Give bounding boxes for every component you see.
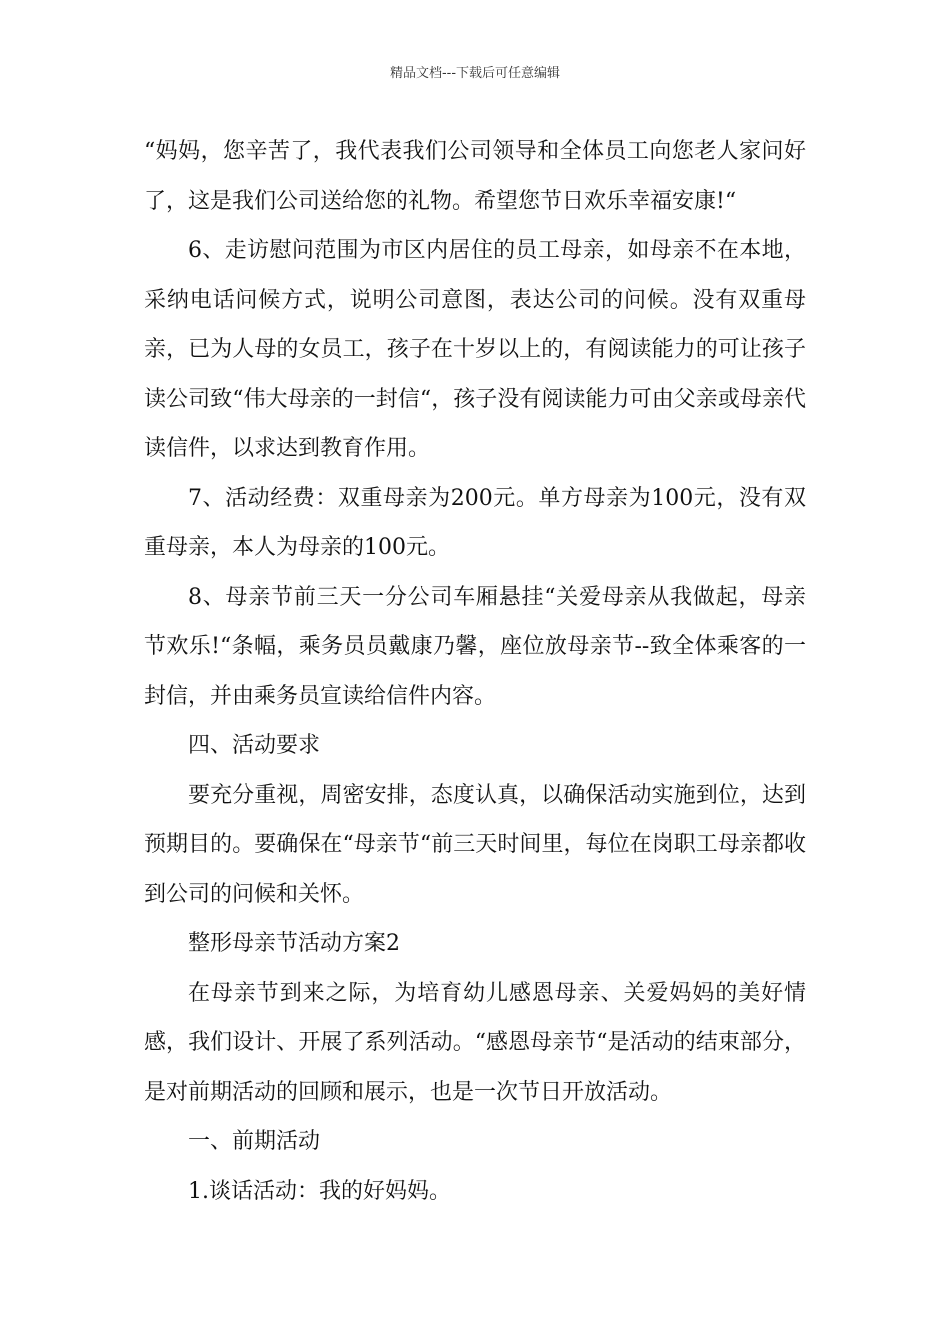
document-body bbox=[144, 127, 806, 1216]
paragraph-intro: 在母亲节到来之际，为培育幼儿感恩母亲、关爱妈妈的美好情感，我们设计、开展了系列活动。“感恩母亲节“是活动的结束部分，是对前期活动的回顾和展示，也是一次节日开放活动。 bbox=[144, 980, 806, 1105]
paragraph-requirements: 要充分重视，周密安排，态度认真，以确保活动实施到位，达到预期目的。要确保在“母亲节“前三天时间里，每位在岗职工母亲都收到公司的问候和关怀。 bbox=[144, 782, 806, 907]
paragraph-item-8: 8、母亲节前三天一分公司车厢悬挂“关爱母亲从我做起，母亲节欢乐!“条幅，乘务员员戴康乃馨，座位放母亲节--致全体乘客的一封信，并由乘务员宣读给信件内容。 bbox=[144, 584, 806, 709]
section-heading-preliminary: 一、前期活动 bbox=[188, 1129, 321, 1154]
paragraph-item-7: 7、活动经费：双重母亲为200元。单方母亲为100元，没有双重母亲，本人为母亲的100元。 bbox=[144, 485, 806, 560]
document-subtitle-plan-2: 整形母亲节活动方案2 bbox=[188, 931, 400, 956]
paragraph-greeting-quote: “妈妈，您辛苦了，我代表我们公司领导和全体员工向您老人家问好了，这是我们公司送给您的礼物。希望您节日欢乐幸福安康!“ bbox=[144, 139, 806, 214]
page-header: 精品文档---下载后可任意编辑 bbox=[389, 66, 561, 81]
section-heading-requirements: 四、活动要求 bbox=[188, 733, 321, 758]
paragraph-item-6: 6、走访慰问范围为市区内居住的员工母亲，如母亲不在本地，采纳电话问候方式，说明公司意图，表达公司的问候。没有双重母亲，已为人母的女员工，孩子在十岁以上的，有阅读能力的可让孩子读公司致“伟大母亲的一封信“，孩子没有阅读能力可由父亲或母亲代读信件，以求达到教育作用。 bbox=[144, 238, 806, 461]
paragraph-activity-1: 1.谈话活动：我的好妈妈。 bbox=[188, 1178, 451, 1204]
